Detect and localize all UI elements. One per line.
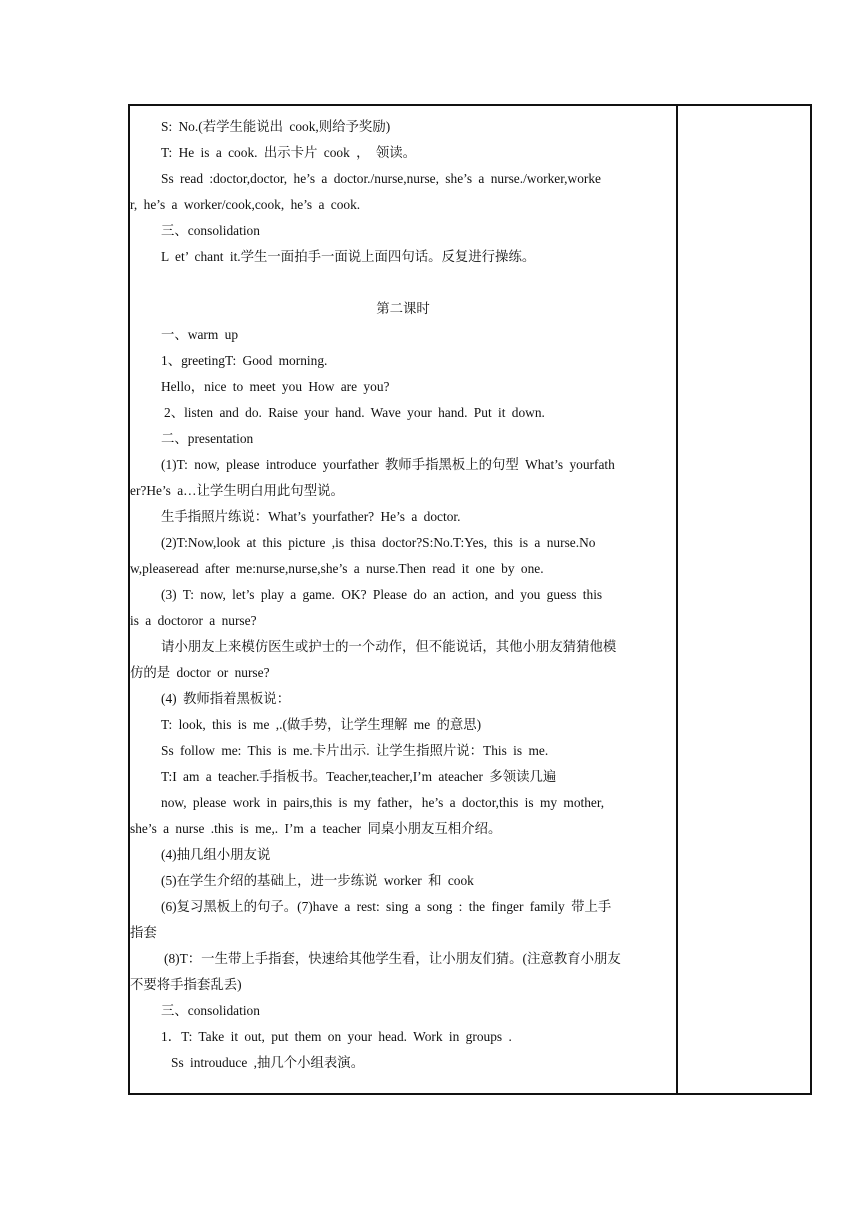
text-line: T:I am a teacher.手指板书。Teacher,teacher,I’m ateacher 多领读几遍 [161,769,557,784]
text-line: 三、consolidation [161,223,260,238]
text-line: (8)T：一生带上手指套，快速给其他学生看，让小朋友们猜。(注意教育小朋友 [164,951,621,966]
text-line: 不要将手指套乱丢) [130,977,242,992]
text-line: (3) T: now, let’s play a game. OK? Please do an action, and you guess this [161,587,603,602]
lesson-content-cell [130,114,676,1076]
blank-line [130,270,676,296]
text-line: 二、presentation [161,431,254,446]
text-line: now, please work in pairs,this is my father，he’s a doctor,this is my mother, [161,795,605,810]
text-line: (4) 教师指着黑板说： [161,691,291,706]
text-line: 请小朋友上来模仿医生或护士的一个动作，但不能说话，其他小朋友猜猜他模 [161,639,617,654]
text-line: 1、greetingT: Good morning. [161,353,328,368]
text-line: er?He’s a…让学生明白用此句型说。 [130,483,344,498]
text-line: Ss read :doctor,doctor, he’s a doctor./nurse,nurse, she’s a nurse./worker,worke [161,171,601,186]
text-line: Hello，nice to meet you How are you? [161,379,390,394]
text-line: r, he’s a worker/cook,cook, he’s a cook. [130,197,361,212]
text-line: w,pleaseread after me:nurse,nurse,she’s a nurse.Then read it one by one. [130,561,544,576]
text-line: 三、consolidation [161,1003,260,1018]
text-line: Ss follow me: This is me.卡片出示. 让学生指照片说：This is me. [161,743,549,758]
text-line: (5)在学生介绍的基础上，进一步练说 worker 和 cook [161,873,474,888]
text-line: L et’ chant it.学生一面拍手一面说上面四句话。反复进行操练。 [161,249,536,264]
text-line: (1)T: now, please introduce yourfather 教师手指黑板上的句型 What’s yourfath [161,457,615,472]
notes-cell [678,106,810,1093]
text-line: 仿的是 doctor or nurse? [130,665,270,680]
text-line: S: No.(若学生能说出 cook,则给予奖励) [161,119,391,134]
text-line: 2、listen and do. Raise your hand. Wave your hand. Put it down. [164,405,545,420]
text-line: (4)抽几组小朋友说 [161,847,271,862]
text-line: she’s a nurse .this is me,. I’m a teacher 同桌小朋友互相介绍。 [130,821,502,836]
text-line: (2)T:Now,look at this picture ,is thisa doctor?S:No.T:Yes, this is a nurse.No [161,535,596,550]
section-heading: 第二课时 [376,301,430,316]
text-line: T: He is a cook. 出示卡片 cook ， 领读。 [161,145,417,160]
text-line: (6)复习黑板上的句子。(7)have a rest: sing a song : the finger family 带上手 [161,899,612,914]
text-line: 指套 [130,925,157,940]
text-line: 一、warm up [161,327,239,342]
text-line: T: look, this is me ,.(做手势，让学生理解 me 的意思) [161,717,482,732]
text-line: 生手指照片练说：What’s yourfather? He’s a doctor. [161,509,461,524]
text-line: is a doctoror a nurse? [130,613,257,628]
text-line: 1．T: Take it out, put them on your head. Work in groups . [161,1029,512,1044]
text-line: Ss introuduce ,抽几个小组表演。 [171,1055,365,1070]
lesson-plan-table [128,104,812,1095]
